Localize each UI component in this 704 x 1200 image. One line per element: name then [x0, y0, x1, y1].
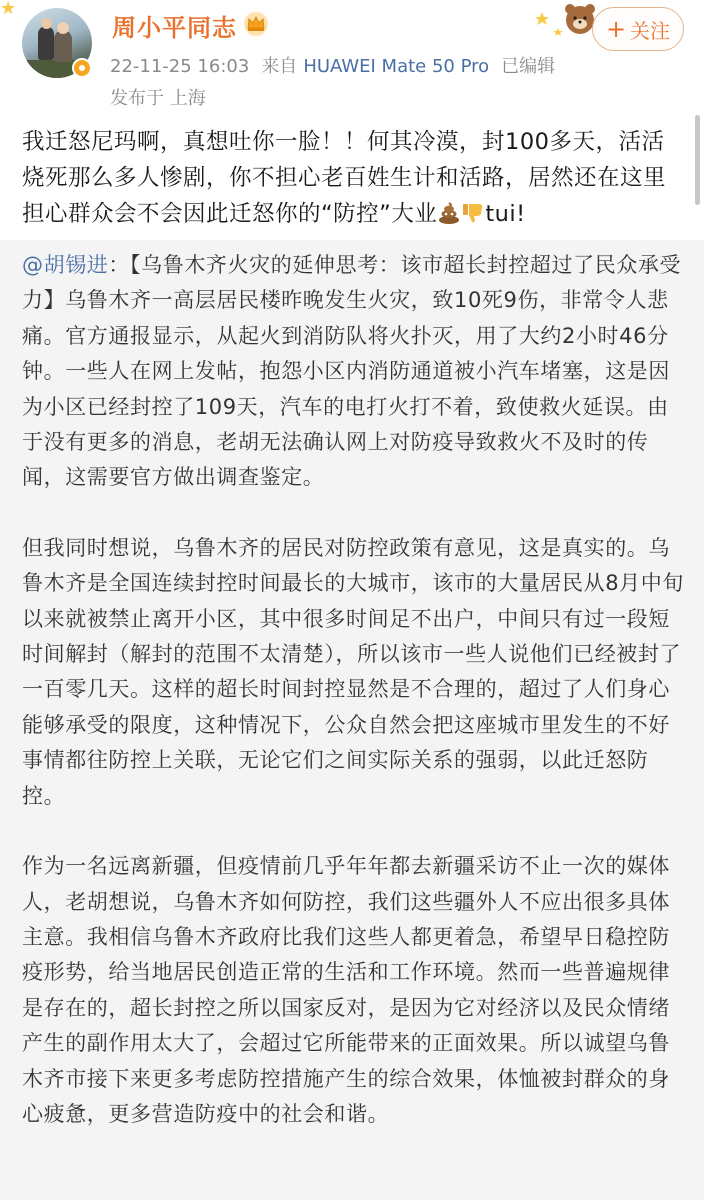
username[interactable]: 周小平同志 — [112, 14, 237, 42]
follow-label: 关注 — [630, 18, 671, 43]
star-icon: ★ — [0, 0, 17, 19]
mention-separator: ： — [108, 253, 131, 277]
repost-paragraph-1 — [22, 248, 686, 496]
post-timestamp: 22-11-25 16:03 — [110, 56, 250, 77]
follow-button[interactable] — [592, 7, 684, 51]
edited-label[interactable]: 已编辑 — [501, 56, 556, 77]
thumbs-down-emoji-icon — [461, 202, 485, 224]
post-meta — [110, 52, 567, 78]
crown-icon — [242, 10, 270, 36]
repost-block[interactable] — [0, 240, 704, 1200]
source-prefix: 来自 — [261, 56, 298, 77]
post-location: 发布于 上海 — [110, 88, 206, 109]
scrollbar[interactable] — [695, 115, 700, 205]
repost-text — [22, 248, 686, 1167]
repost-paragraph-3: 作为一名远离新疆，但疫情前几乎年年都去新疆采访不止一次的媒体人，老胡想说，乌鲁木齐如何防控，我们这些疆外人不应出很多具体主意。我相信乌鲁木齐政府比我们这些人都更着急，希望早日稳控防疫形势，给当地居民创造正常的生活和工作环境。然而一些普遍规律是存在的，超长封控之所以国家反对，是因为它对经济以及民众情绪产生的副作用太大了，会超过它所能带来的正面效果。所以诚望乌鲁木齐市接下来更多考虑防控措施产生的综合效果，体恤被封群众的身心疲惫，更多营造防疫中的社会和谐。 — [22, 854, 670, 1126]
mention-link[interactable]: @胡锡进 — [22, 253, 109, 277]
poop-emoji-icon — [437, 202, 461, 224]
post-suffix: tui! — [485, 201, 526, 227]
post-text — [22, 124, 686, 232]
bear-sticker-icon — [536, 2, 596, 42]
plus-icon: + — [605, 15, 627, 43]
paragraph-1-text: 【乌鲁木齐火灾的延伸思考：该市超长封控超过了民众承受力】乌鲁木齐一高层居民楼昨晚发生火灾，致10死9伤，非常令人悲痛。官方通报显示，从起火到消防队将火扑灭，用了大约2小时46分钟。一些人在网上发帖，抱怨小区内消防通道被小汽车堵塞，这是因为小区已经封控了109天，汽车的电打火打不着，致使救火延误。由于没有更多的消息，老胡无法确认网上对防疫导致救火不及时的传闻，这需要官方做出调查鉴定。 — [22, 253, 682, 490]
avatar[interactable] — [22, 8, 92, 78]
verified-badge-icon — [72, 58, 92, 78]
post-body: 我迁怒尼玛啊，真想吐你一脸！！何其冷漠，封100多天，活活烧死那么多人惨剧，你不担心老百姓生计和活路，居然还在这里担心群众会不会因此迁怒你的“防控”大业 — [22, 129, 667, 227]
repost-paragraph-2: 但我同时想说，乌鲁木齐的居民对防控政策有意见，这是真实的。乌鲁木齐是全国连续封控时间最长的大城市，该市的大量居民从8月中旬以来就被禁止离开小区，其中很多时间足不出户，中间只有过一段短时间解封（解封的范围不太清楚），所以该市一些人说他们已经被封了一百零几天。这样的超长时间封控显然是不合理的，超过了人们身心能够承受的限度，这种情况下，公众自然会把这座城市里发生的不好事情都往防控上关联，无论它们之间实际关系的强弱，以此迁怒防控。 — [22, 535, 684, 808]
device-link[interactable]: HUAWEI Mate 50 Pro — [303, 56, 490, 77]
post-header — [0, 0, 704, 115]
